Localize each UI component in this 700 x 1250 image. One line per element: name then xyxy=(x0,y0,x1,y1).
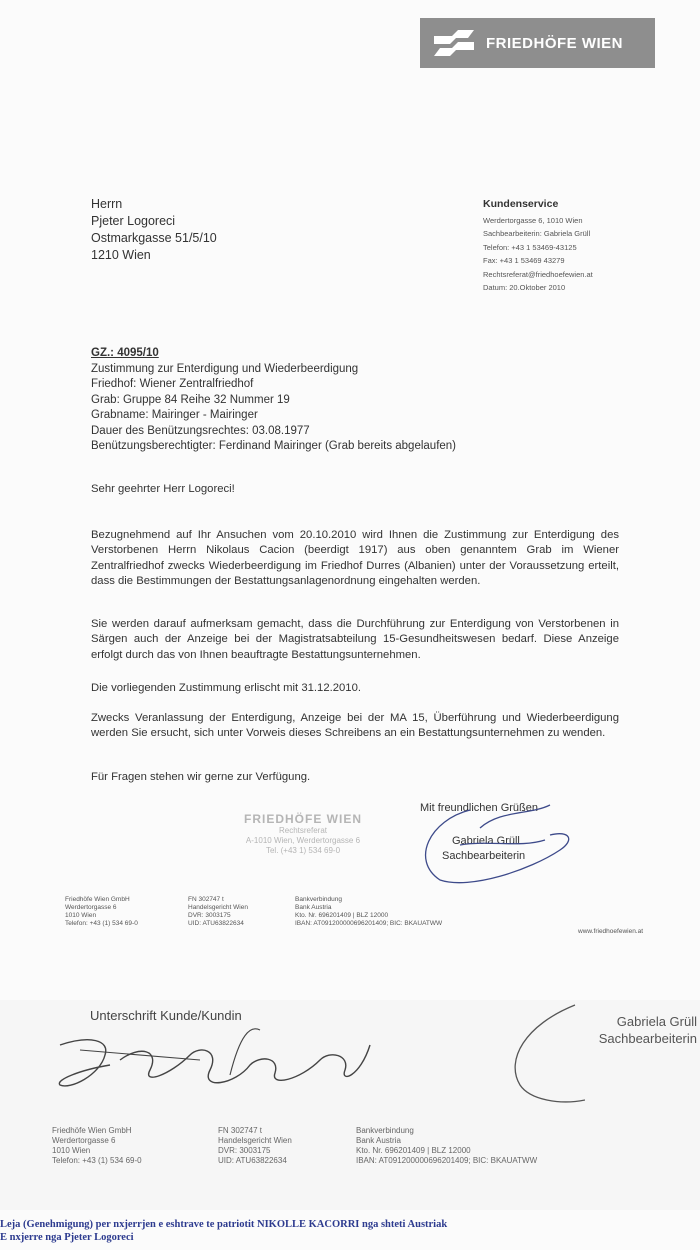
customer-signature-label: Unterschrift Kunde/Kundin xyxy=(90,1008,242,1023)
footer-line: Telefon: +43 (1) 534 69-0 xyxy=(65,920,138,927)
paragraph-2: Sie werden darauf aufmerksam gemacht, dass die Durchführung zur Enterdigung von Verstorbenen in Särgen auch der Anzeige bei der Magistratsabteilung 15-Gesundheitswesen bedarf. Diese Anzeige erfolgt durch das von Ihnen beauftragte Bestattungsunternehmen. xyxy=(91,618,619,661)
lower-signature-arc xyxy=(505,1000,585,1110)
footer-line: Werdertorgasse 6 xyxy=(65,904,117,911)
footer-line: Bankverbindung xyxy=(356,1126,414,1135)
signer-name: Gabriela Grüll xyxy=(452,835,520,847)
footer-line: Kto. Nr. 696201409 | BLZ 12000 xyxy=(295,912,389,919)
customer-signature-scribble xyxy=(50,1015,380,1105)
footer-line: 1010 Wien xyxy=(52,1146,91,1155)
logo-text: FRIEDHÖFE WIEN xyxy=(486,34,623,52)
recipient-line: Herrn xyxy=(91,197,123,211)
recipient-line: Pjeter Logoreci xyxy=(91,214,176,228)
footer-line: Bank Austria xyxy=(356,1136,401,1145)
paragraph-4: Zwecks Veranlassung der Enterdigung, Anzeige bei der MA 15, Überführung und Wiederbeerdigung werden Sie ersucht, sich unter Vorweis dieses Schreibens an ein Bestattungsunternehmen zu wenden. xyxy=(91,712,619,740)
subject-line: Friedhof: Wiener Zentralfriedhof xyxy=(91,378,254,390)
stamp-line: Tel. (+43 1) 534 69-0 xyxy=(265,846,341,855)
footer-line: 1010 Wien xyxy=(65,912,97,919)
signer-role: Sachbearbeiterin xyxy=(442,850,526,862)
lower-footer-registry xyxy=(218,1126,292,1166)
caption-line-1: Leja (Genehmigung) per nxjerrjen e eshtrave te patriotit NIKOLLE KACORRI nga shteti Austriak xyxy=(0,1219,448,1230)
footer-line: UID: ATU63822634 xyxy=(218,1156,287,1165)
footer-bank xyxy=(295,896,442,928)
recipient-line: Ostmarkgasse 51/5/10 xyxy=(91,231,217,245)
kundenservice-title: Kundenservice xyxy=(483,198,559,210)
subject-block xyxy=(91,346,456,455)
kundenservice-line: Rechtsreferat@friedhoefewien.at xyxy=(483,269,593,279)
footer-line: Friedhöfe Wien GmbH xyxy=(65,896,130,903)
stamp-line: A-1010 Wien, Werdertorgasse 6 xyxy=(245,836,361,845)
lower-signer-name: Gabriela Grüll xyxy=(616,1014,697,1029)
lower-footer-company xyxy=(52,1126,142,1166)
greeting: Sehr geehrter Herr Logoreci! xyxy=(91,483,235,495)
footer-website: www.friedhoefewien.at xyxy=(578,928,644,935)
subject-line: Grabname: Mairinger - Mairinger xyxy=(91,409,258,421)
footer-company xyxy=(65,896,138,928)
subject-line: Dauer des Benützungsrechtes: 03.08.1977 xyxy=(91,424,310,437)
footer-line: Telefon: +43 (1) 534 69-0 xyxy=(52,1156,142,1165)
subject-line: Grab: Gruppe 84 Reihe 32 Nummer 19 xyxy=(91,393,290,406)
stamp-line: Rechtsreferat xyxy=(278,826,328,835)
footer-line: DVR: 3003175 xyxy=(218,1146,271,1155)
caption-line-2: E nxjerre nga Pjeter Logoreci xyxy=(0,1232,134,1243)
footer-line: FN 302747 t xyxy=(218,1126,263,1135)
closing-text: Mit freundlichen Grüßen xyxy=(420,802,538,814)
lower-signer-role: Sachbearbeiterin xyxy=(598,1031,697,1046)
image-caption xyxy=(0,1218,447,1244)
kundenservice-line: Telefon: +43 1 53469-43125 xyxy=(483,242,577,252)
footer-line: Bankverbindung xyxy=(295,896,342,903)
footer-line: Friedhöfe Wien GmbH xyxy=(52,1126,132,1135)
subject-line: Benützungsberechtigter: Ferdinand Mairinger (Grab bereits abgelaufen) xyxy=(91,440,457,452)
office-stamp xyxy=(228,812,378,856)
kundenservice-line: Fax: +43 1 53469 43279 xyxy=(483,256,565,265)
footer-line: Werdertorgasse 6 xyxy=(52,1136,116,1145)
footer-line: Kto. Nr. 696201409 | BLZ 12000 xyxy=(356,1146,471,1155)
footer-line: FN 302747 t xyxy=(188,896,224,903)
footer-line: IBAN: AT091200000696201409; BIC: BKAUATWW xyxy=(295,920,443,927)
friedhoefe-logo xyxy=(420,18,655,68)
footer-registry xyxy=(188,896,248,928)
logo-mark-icon xyxy=(432,26,476,60)
recipient-line: 1210 Wien xyxy=(91,248,151,262)
footer-line: Bank Austria xyxy=(295,904,332,911)
kundenservice-line: Werdertorgasse 6, 1010 Wien xyxy=(483,215,583,225)
reference-number: GZ.: 4095/10 xyxy=(91,347,159,359)
paragraph-1: Bezugnehmend auf Ihr Ansuchen vom 20.10.2010 wird Ihnen die Zustimmung zur Enterdigung des Verstorbenen Herrn Nikolaus Cacion (beerdigt 1917) aus oben genanntem Grab im Wiener Zentralfriedhof zwecks Wiederbeerdigung im Friedhof Durres (Albanien) unter der Voraussetzung erteilt, dass die Bestimmungen der Bestattungsanlagenordnung eingehalten werden. xyxy=(91,529,619,587)
kundenservice-line: Sachbearbeiterin: Gabriela Grüll xyxy=(483,229,591,238)
stamp-title: FRIEDHÖFE WIEN xyxy=(244,812,362,826)
lower-signer-block xyxy=(582,1013,697,1047)
footer-line: Handelsgericht Wien xyxy=(218,1136,292,1145)
kundenservice-date: Datum: 20.Oktober 2010 xyxy=(483,283,566,292)
footer-line: DVR: 3003175 xyxy=(188,912,231,919)
footer-line: IBAN: AT091200000696201409; BIC: BKAUATWW xyxy=(356,1156,538,1165)
subject-line: Zustimmung zur Enterdigung und Wiederbeerdigung xyxy=(91,362,359,375)
signature-scribble xyxy=(410,790,580,890)
lower-footer-bank xyxy=(356,1126,537,1166)
footer-line: UID: ATU63822634 xyxy=(188,920,244,927)
recipient-address xyxy=(91,196,217,264)
kundenservice-block xyxy=(483,198,593,295)
paragraph-5: Für Fragen stehen wir gerne zur Verfügung. xyxy=(91,771,311,783)
footer-line: Handelsgericht Wien xyxy=(188,904,248,911)
paragraph-3: Die vorliegenden Zustimmung erlischt mit 31.12.2010. xyxy=(91,682,362,694)
